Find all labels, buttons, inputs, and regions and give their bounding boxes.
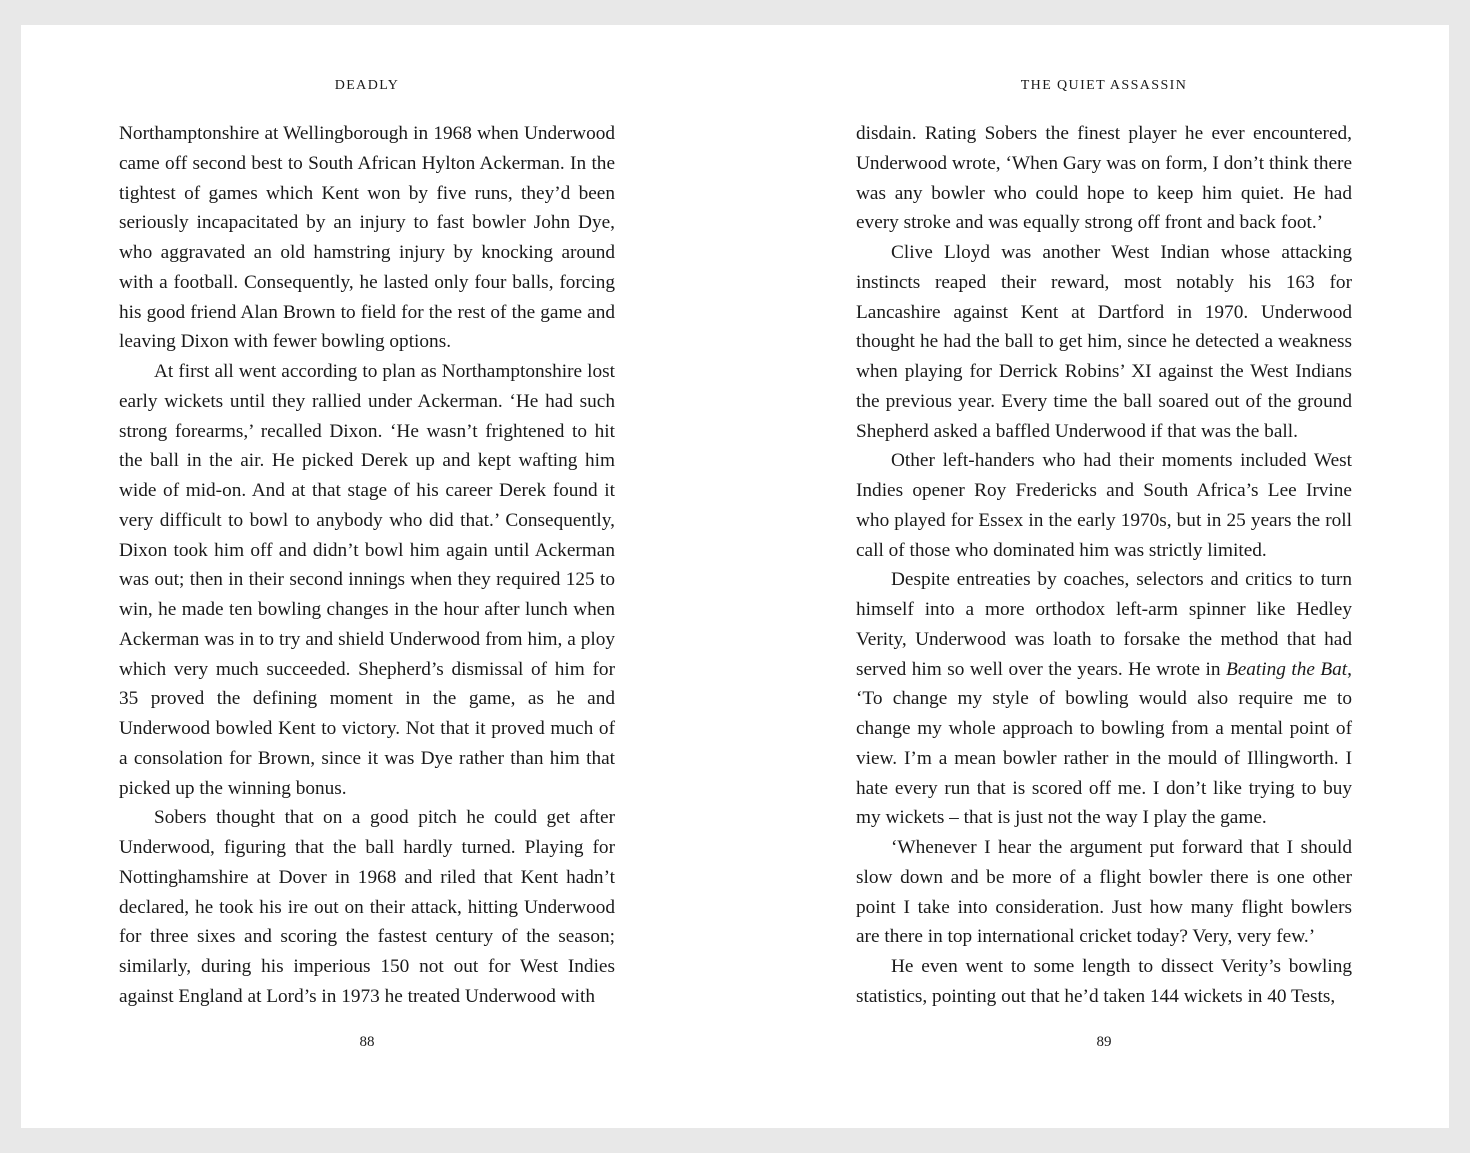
- paragraph: At first all went according to plan as Northamptonshire lost early wickets until they rallied under Ackerman. ‘He had such strong forearms,’ recalled Dixon. ‘He wasn’t frightened to hit the ball in the air. He picked Derek up and kept wafting him wide of mid-on. And at that stage of his career Derek found it very difficult to bowl to anybody who did that.’ Consequently, Dixon took him off and didn’t bowl him again until Ackerman was out; then in their second innings when they required 125 to win, he made ten bowling changes in the hour after lunch when Ackerman was in to try and shield Underwood from him, a ploy which very much succeeded. Shepherd’s dismissal of him for 35 proved the defining moment in the game, as he and Underwood bowled Kent to victory. Not that it proved much of a consolation for Brown, since it was Dye rather than him that picked up the winning bonus.: [119, 361, 615, 799]
- right-page: [856, 25, 1352, 1128]
- page-number: 89: [1096, 1034, 1112, 1050]
- paragraph: Clive Lloyd was another West Indian whose attacking instincts reaped their reward, most notably his 163 for Lancashire against Kent at Dartford in 1970. Underwood thought he had the ball to get him, since he detected a weakness when playing for Derrick Robins’ XI against the West Indians the previous year. Every time the ball soared out of the ground Shepherd asked a baffled Underwood if that was the ball.: [856, 242, 1352, 442]
- running-head: DEADLY: [334, 78, 400, 93]
- paragraph: ‘Whenever I hear the argument put forward that I should slow down and be more of a flight bowler there is one other point I take into consideration. Just how many flight bowlers are there in top international cricket today? Very, very few.’: [856, 837, 1352, 948]
- paragraph: Northamptonshire at Wellingborough in 1968 when Underwood came off second best to South African Hylton Ackerman. In the tightest of games which Kent won by five runs, they’d been seriously incapacitated by an injury to fast bowler John Dye, who aggravated an old hamstring injury by knocking around with a football. Consequently, he lasted only four balls, forcing his good friend Alan Brown to field for the rest of the game and leaving Dixon with fewer bowling options.: [119, 123, 615, 353]
- page-number: 88: [359, 1034, 375, 1050]
- paragraph-text: Despite entreaties by coaches, selectors and critics to turn himself into a more orthodox left-arm spinner like Hedley Verity, Underwood was loath to forsake the method that had served him so well over the years. He wrote in: [856, 569, 1352, 680]
- paragraph: Other left-handers who had their moments included West Indies opener Roy Fredericks and South Africa’s Lee Irvine who played for Essex in the early 1970s, but in 25 years the roll call of those who dominated him was strictly limited.: [856, 450, 1352, 561]
- page-body: [856, 119, 1352, 1012]
- book-spread: [21, 25, 1449, 1128]
- paragraph-text: , ‘To change my style of bowling would also require me to change my whole approach to bowling from a mental point of view. I’m a mean bowler rather in the mould of Illingworth. I hate every run that is scored off me. I don’t like trying to buy my wickets – that is just not the way I play the game.: [856, 658, 1352, 829]
- book-title: Beating the Bat: [1225, 658, 1348, 680]
- page-body: [119, 119, 615, 1012]
- paragraph: disdain. Rating Sobers the finest player he ever encountered, Underwood wrote, ‘When Gary was on form, I don’t think there was any bowler who could hope to keep him quiet. He had every stroke and was equally strong off front and back foot.’: [856, 123, 1352, 234]
- running-head: THE QUIET ASSASSIN: [1020, 78, 1188, 93]
- paragraph: He even went to some length to dissect Verity’s bowling statistics, pointing out that he’d taken 144 wickets in 40 Tests,: [856, 956, 1352, 1007]
- paragraph: Sobers thought that on a good pitch he could get after Underwood, figuring that the ball hardly turned. Playing for Nottinghamshire at Dover in 1968 and riled that Kent hadn’t declared, he took his ire out on their attack, hitting Underwood for three sixes and scoring the fastest century of the season; similarly, during his imperious 150 not out for West Indies against England at Lord’s in 1973 he treated Underwood with: [119, 807, 615, 1007]
- left-page: [119, 25, 615, 1128]
- paragraph: [856, 565, 1352, 833]
